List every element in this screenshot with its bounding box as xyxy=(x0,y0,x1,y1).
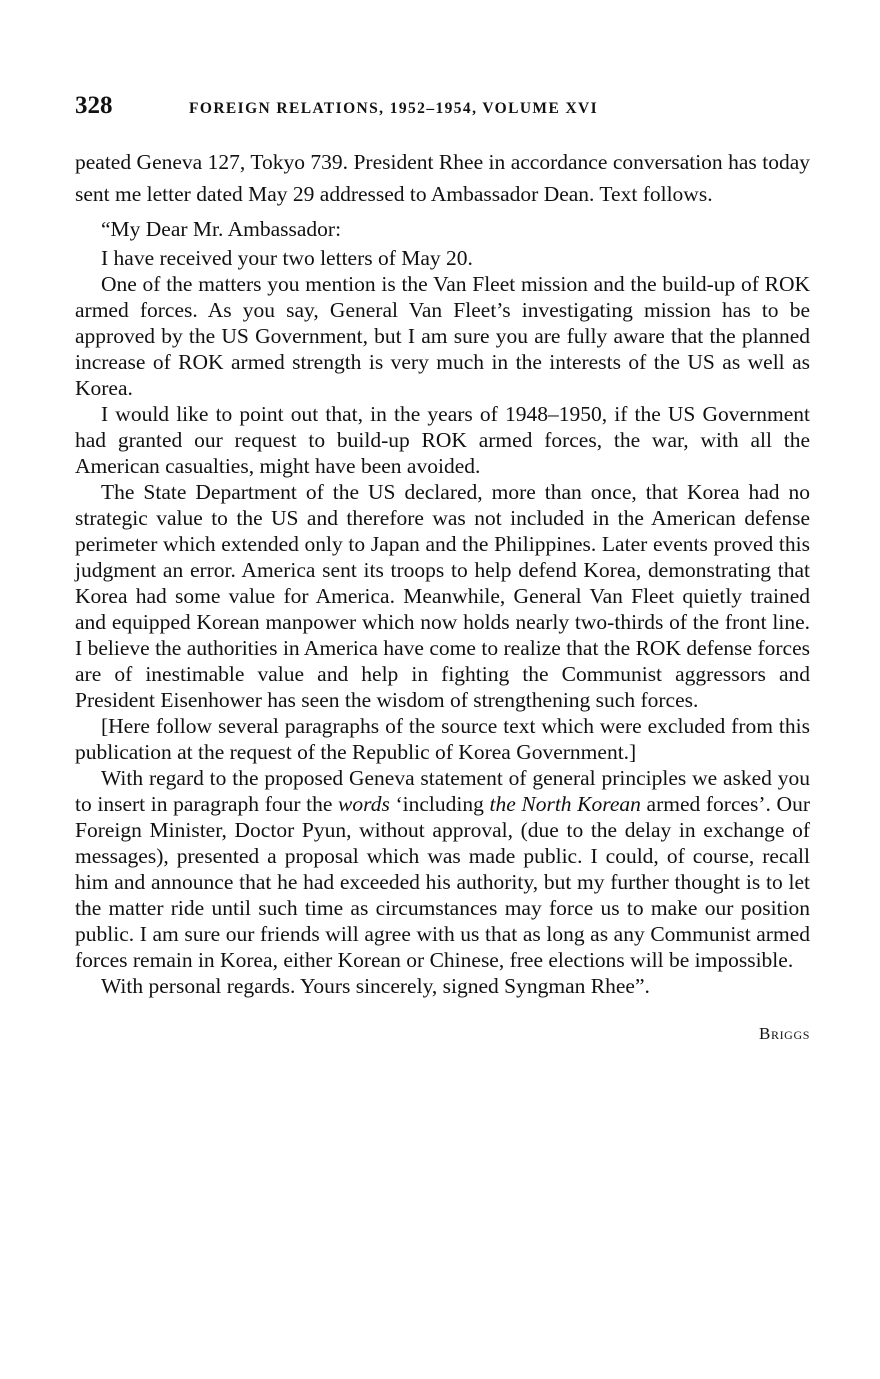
geneva-text-before: With regard to the proposed Geneva statement of general principles we asked you to insert in paragraph four the xyxy=(75,766,810,816)
geneva-text-after: armed forces’. Our Foreign Minister, Doctor Pyun, without approval, (due to the delay in exchange of messages), presented a proposal which was made public. I could, of course, recall him and announce that he had exceeded his authority, but my further thought is to let the matter ride until such time as circumstances may force us to make our position public. I am sure our friends will agree with us that as long as any Communist armed forces remain in Korea, either Korean or Chinese, free elections will be impossible. xyxy=(75,792,810,972)
letter-paragraph: I have received your two letters of May 20. xyxy=(101,246,473,270)
letter-paragraph-geneva xyxy=(75,765,810,973)
editorial-note: [Here follow several paragraphs of the source text which were excluded from this publication at the request of the Republic of Korea Government.] xyxy=(75,714,810,764)
letter-paragraph: I would like to point out that, in the years of 1948–1950, if the US Government had granted our request to build-up ROK armed forces, the war, with all the American casualties, might have been avoided. xyxy=(75,402,810,478)
quoted-letter xyxy=(75,216,810,999)
intro-paragraph: peated Geneva 127, Tokyo 739. President Rhee in accordance conversation has today sent me letter dated May 29 addressed to Ambassador Dean. Text follows. xyxy=(75,150,810,206)
letter-salutation: “My Dear Mr. Ambassador: xyxy=(101,217,342,241)
page-number: 328 xyxy=(75,92,113,119)
running-title: FOREIGN RELATIONS, 1952–1954, VOLUME XVI xyxy=(189,100,599,117)
letter-paragraph: One of the matters you mention is the Van Fleet mission and the build-up of ROK armed forces. As you say, General Van Fleet’s investigating mission has to be approved by the US Government, but I am sure you are fully aware that the planned increase of ROK armed strength is very much in the interests of the US as well as Korea. xyxy=(75,272,810,400)
letter-closing: With personal regards. Yours sincerely, signed Syngman Rhee”. xyxy=(101,974,650,998)
body-text xyxy=(75,146,810,1047)
running-header xyxy=(75,92,810,130)
geneva-italic-phrase: the North Korean xyxy=(489,792,641,816)
geneva-text-middle: ‘including xyxy=(389,792,490,816)
signature: Briggs xyxy=(759,1024,810,1043)
letter-paragraph: The State Department of the US declared, more than once, that Korea had no strategic value to the US and therefore was not included in the American defense perimeter which extended only to Japan and the Philippines. Later events proved this judgment an error. America sent its troops to help defend Korea, demonstrating that Korea had some value for America. Meanwhile, General Van Fleet quietly trained and equipped Korean manpower which now holds nearly two-thirds of the front line. I believe the authorities in America have come to realize that the ROK defense forces are of inestimable value and help in fighting the Communist aggressors and President Eisenhower has seen the wisdom of strengthening such forces. xyxy=(75,480,810,712)
document-page xyxy=(75,92,810,1047)
geneva-italic-words: words xyxy=(338,792,390,816)
